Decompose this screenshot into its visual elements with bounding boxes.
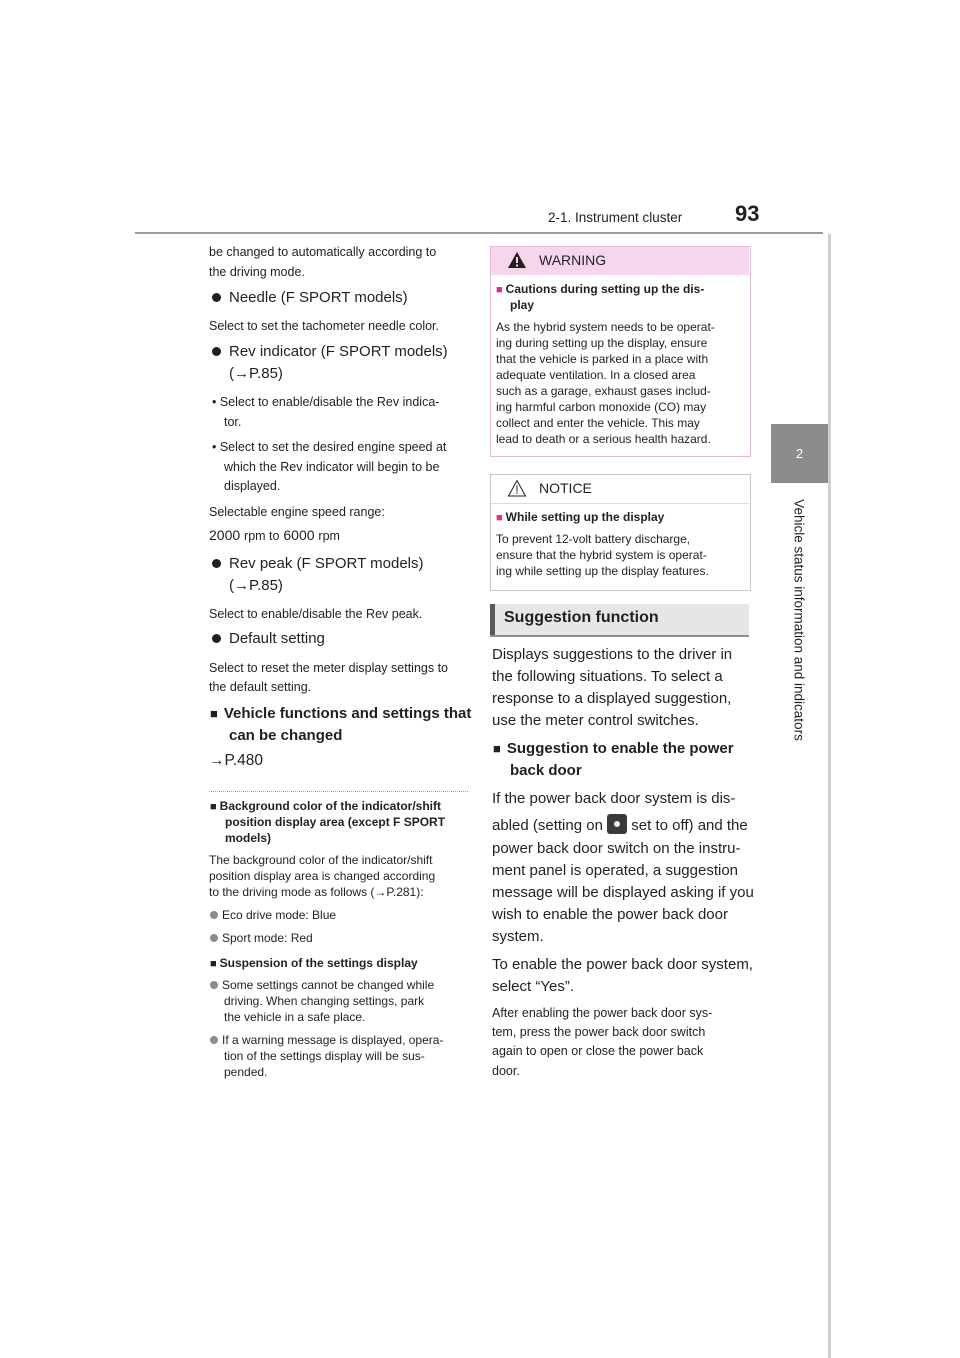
warning-l1: As the hybrid system needs to be operat-: [496, 320, 715, 334]
square-bullet-icon: ■: [493, 741, 501, 756]
suggestion-q7: system.: [492, 928, 544, 945]
warning-l2: ing during setting up the display, ensure: [496, 336, 708, 350]
warning-l4: adequate ventilation. In a closed area: [496, 368, 696, 382]
warning-l8: lead to death or a serious health hazard.: [496, 432, 711, 446]
warning-l5: such as a garage, exhaust gases includ-: [496, 384, 711, 398]
suggestion-s3: again to open or close the power back: [492, 1044, 704, 1058]
suggestion-p3: response to a displayed suggestion,: [492, 690, 732, 707]
rev-peak-desc: Select to enable/disable the Rev peak.: [209, 607, 423, 621]
warning-triangle-icon: [507, 251, 527, 269]
warning-l3: that the vehicle is parked in a place with: [496, 352, 709, 366]
suggestion-q2: abled (setting on set to off) and the: [492, 816, 748, 836]
rev-sub1-l1: • Select to enable/disable the Rev indica-: [212, 395, 440, 409]
bullet-icon: [212, 347, 221, 356]
vehicle-functions-ref[interactable]: →P.480: [209, 752, 264, 769]
suggestion-p4: use the meter control switches.: [492, 712, 699, 729]
bg-desc-3: to the driving mode as follows (→P.281):: [209, 885, 424, 899]
suggestion-r1: To enable the power back door system,: [492, 956, 753, 973]
bg-head-1: ■ Background color of the indicator/shift: [210, 799, 441, 813]
needle-desc: Select to set the tachometer needle color.: [209, 319, 439, 333]
suggestion-r2: select “Yes”.: [492, 978, 574, 995]
square-bullet-icon: ■: [210, 958, 217, 970]
suggestion-q6: wish to enable the power back door: [492, 906, 728, 923]
dotted-rule: [209, 791, 468, 792]
warning-title: WARNING: [539, 252, 607, 268]
susp2-l3: pended.: [224, 1065, 268, 1079]
suggestion-s2: tem, press the power back door switch: [492, 1025, 706, 1039]
bg-head-2: position display area (except F SPORT: [225, 815, 446, 829]
chapter-side-label: Vehicle status information and indicators: [791, 499, 807, 741]
warning-sub-1: ■ Cautions during setting up the dis-: [496, 282, 705, 296]
section-title: 2-1. Instrument cluster: [548, 210, 683, 225]
rev-sub1-l2: tor.: [224, 415, 242, 429]
suggestion-title: Suggestion function: [504, 609, 659, 626]
header-rule: [135, 232, 823, 234]
susp2-l2: tion of the settings display will be sus-: [224, 1049, 425, 1063]
warning-l6: ing harmful carbon monoxide (CO) may: [496, 400, 707, 414]
chapter-tab[interactable]: 2: [771, 424, 828, 483]
rev-peak-title: Rev peak (F SPORT models): [212, 555, 424, 572]
eco-mode: Eco drive mode: Blue: [210, 907, 336, 923]
susp1-l3: the vehicle in a safe place.: [224, 1010, 366, 1024]
rev-indicator-ref[interactable]: (→P.85): [229, 365, 283, 382]
sport-mode: Sport mode: Red: [210, 930, 313, 946]
square-bullet-icon: ■: [210, 801, 217, 813]
susp2-l1: If a warning message is displayed, opera-: [210, 1032, 443, 1048]
intro-line-1: be changed to automatically according to: [209, 245, 437, 259]
pink-square-icon: ■: [496, 284, 503, 296]
power-back-door-head: ■ Suggestion to enable the power: [493, 740, 734, 757]
suggestion-q5: message will be displayed asking if you: [492, 884, 754, 901]
range-label: Selectable engine speed range:: [209, 505, 385, 519]
needle-title: Needle (F SPORT models): [212, 289, 408, 306]
bullet-icon: [212, 293, 221, 302]
notice-triangle-icon: [507, 479, 527, 497]
notice-l1: To prevent 12-volt battery discharge,: [496, 532, 691, 546]
warning-header: [491, 247, 749, 275]
rev-sub2-l1: • Select to set the desired engine speed at: [212, 440, 447, 454]
suggestion-q3: power back door switch on the instru-: [492, 840, 741, 857]
rev-sub2-l2: which the Rev indicator will begin to be: [224, 460, 440, 474]
rev-indicator-title: Rev indicator (F SPORT models): [212, 343, 448, 360]
suggestion-q1: If the power back door system is dis-: [492, 790, 736, 807]
circle-bullet-icon: [210, 934, 218, 942]
bg-desc-2: position display area is changed according: [209, 869, 436, 883]
settings-gear-icon: [607, 814, 627, 834]
bullet-icon: [212, 634, 221, 643]
suggestion-s4: door.: [492, 1064, 520, 1078]
warning-sub-2: play: [510, 298, 535, 312]
default-title: Default setting: [212, 630, 325, 647]
side-bar: [828, 234, 831, 1358]
vehicle-functions-head: ■ Vehicle functions and settings that: [210, 705, 472, 722]
bullet-icon: [212, 559, 221, 568]
vehicle-functions-head-2: can be changed: [229, 727, 343, 744]
suggestion-header-bar: [490, 604, 495, 636]
circle-bullet-icon: [210, 1036, 218, 1044]
warning-l7: collect and enter the vehicle. This may: [496, 416, 700, 430]
rev-sub2-l3: displayed.: [224, 479, 281, 493]
notice-l3: ing while setting up the display features.: [496, 564, 709, 578]
suggestion-header-line: [490, 635, 749, 637]
suspension-head: ■ Suspension of the settings display: [210, 956, 418, 970]
circle-bullet-icon: [210, 911, 218, 919]
bg-desc-1: The background color of the indicator/shift: [209, 853, 433, 867]
default-desc-1: Select to reset the meter display settings to: [209, 661, 449, 675]
notice-l2: ensure that the hybrid system is operat-: [496, 548, 707, 562]
intro-line-2: the driving mode.: [209, 265, 305, 279]
suggestion-p1: Displays suggestions to the driver in: [492, 646, 733, 663]
circle-bullet-icon: [210, 981, 218, 989]
suggestion-p2: the following situations. To select a: [492, 668, 723, 685]
suggestion-s1: After enabling the power back door sys-: [492, 1006, 713, 1020]
rev-peak-ref[interactable]: (→P.85): [229, 577, 283, 594]
chapter-side-text: [788, 490, 810, 750]
square-bullet-icon: ■: [210, 706, 218, 721]
notice-header: [491, 475, 749, 504]
notice-title: NOTICE: [539, 480, 592, 496]
range-value: 2000 rpm to 6000 rpm: [209, 527, 340, 543]
susp1-l2: driving. When changing settings, park: [224, 994, 425, 1008]
susp1-l1: Some settings cannot be changed while: [210, 977, 434, 993]
notice-sub: ■ While setting up the display: [496, 510, 665, 524]
pink-square-icon: ■: [496, 512, 503, 524]
bg-head-3: models): [225, 831, 272, 845]
suggestion-q4: ment panel is operated, a suggestion: [492, 862, 738, 879]
page-number: 93: [735, 201, 760, 226]
power-back-door-head-2: back door: [510, 762, 582, 779]
default-desc-2: the default setting.: [209, 680, 312, 694]
